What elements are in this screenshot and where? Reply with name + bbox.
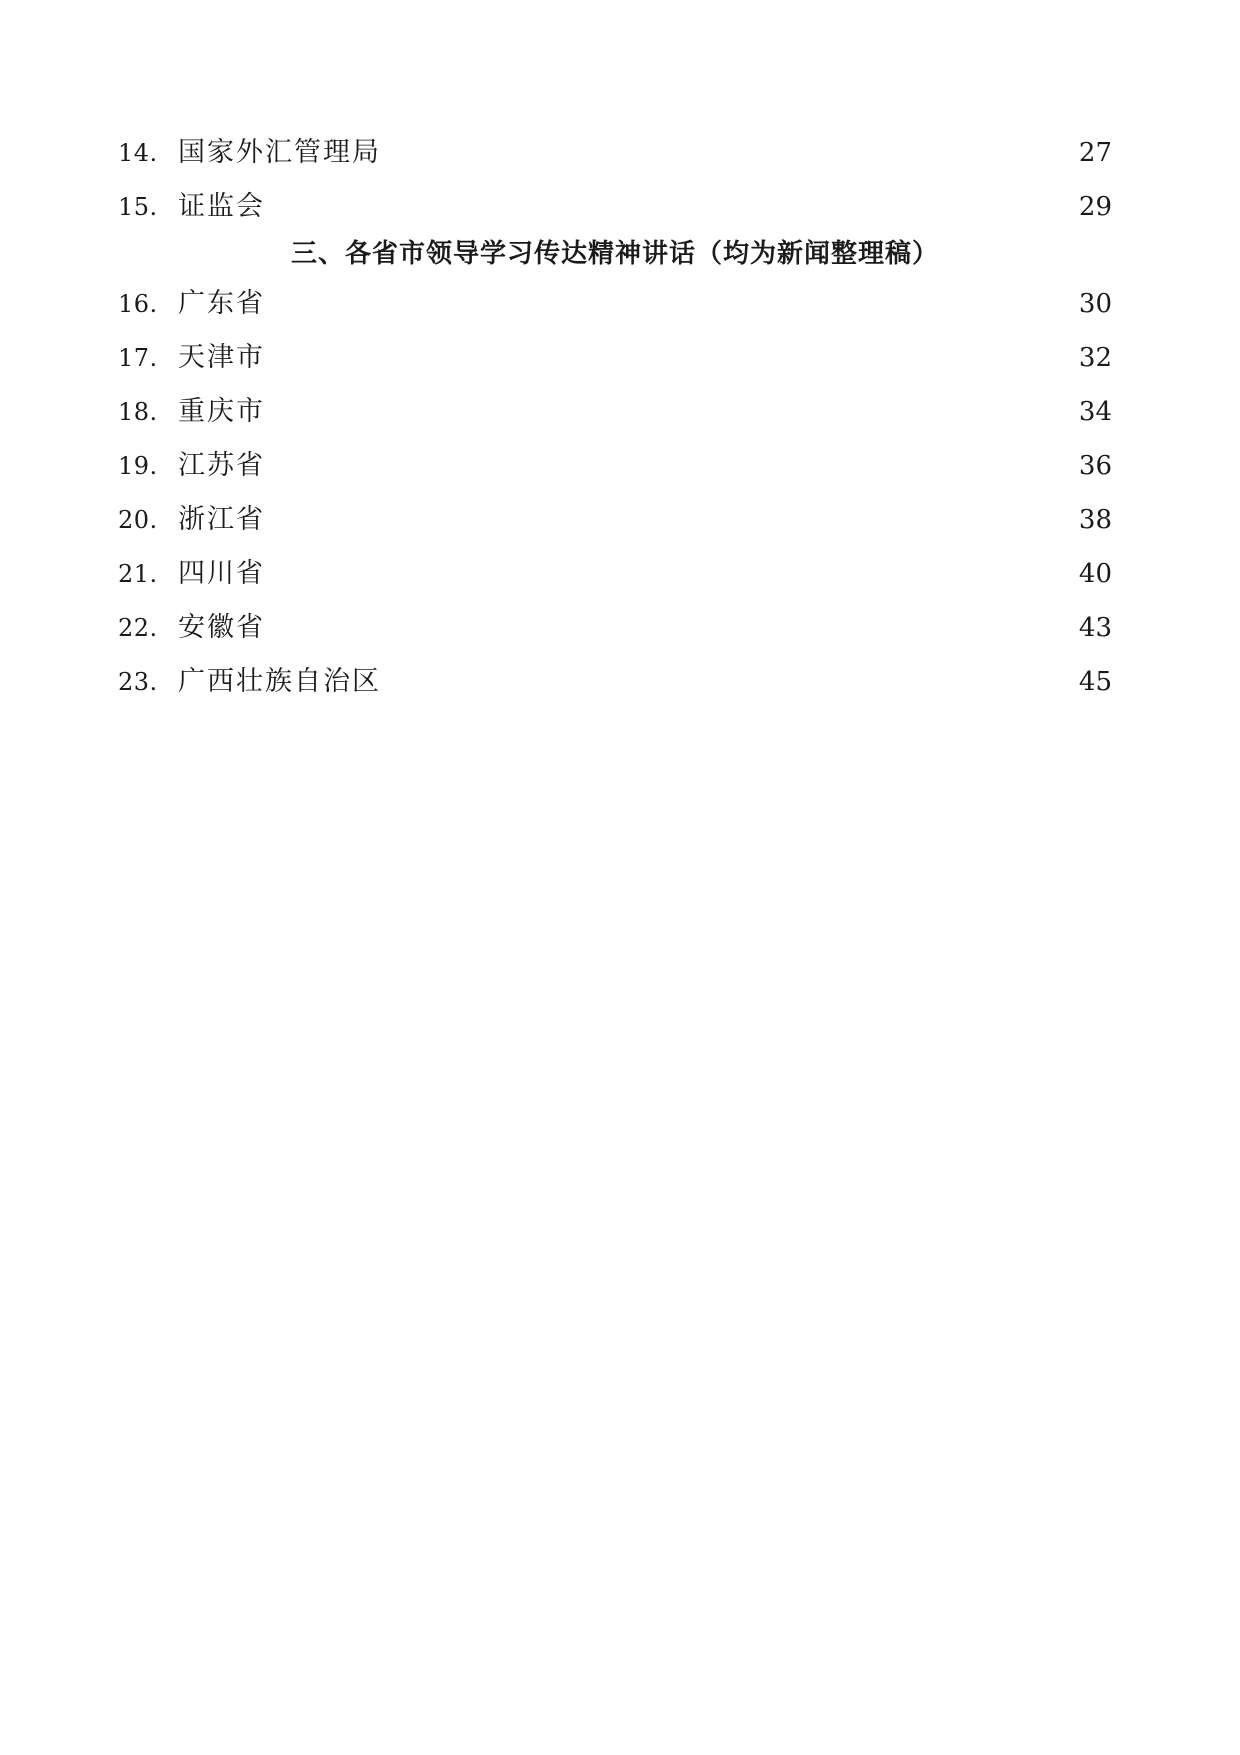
entry-page-number: 30 [1078,289,1112,319]
toc-entry[interactable] [118,187,1112,227]
toc-entry[interactable] [118,446,1112,486]
toc-entry[interactable] [118,392,1112,432]
entry-title: 重庆市 [178,396,265,427]
entry-number: 19. [118,452,158,480]
entry-title: 安徽省 [178,612,265,643]
section-heading: 三、各省市领导学习传达精神讲话（均为新闻整理稿） [290,239,939,269]
entry-title: 广西壮族自治区 [178,666,381,697]
entry-page-number: 27 [1078,138,1112,168]
entry-page-number: 43 [1078,613,1112,643]
entry-number: 17. [118,344,158,372]
entry-number: 22. [118,614,158,642]
entry-page-number: 45 [1078,667,1112,697]
toc-entry[interactable] [118,284,1112,324]
toc-entry[interactable] [118,500,1112,540]
entry-title: 国家外汇管理局 [178,137,381,168]
entry-title: 浙江省 [178,504,265,535]
toc-entry[interactable] [118,608,1112,648]
entry-number: 20. [118,506,158,534]
entry-page-number: 36 [1078,451,1112,481]
entry-page-number: 32 [1078,343,1112,373]
entry-page-number: 40 [1078,559,1112,589]
entry-number: 21. [118,560,158,588]
toc-entry[interactable] [118,133,1112,173]
entry-number: 14. [118,139,158,167]
entry-page-number: 38 [1078,505,1112,535]
entry-title: 四川省 [178,558,265,589]
toc-entry[interactable] [118,338,1112,378]
entry-number: 16. [118,290,158,318]
entry-number: 18. [118,398,158,426]
entry-number: 23. [118,668,158,696]
entry-title: 广东省 [178,288,265,319]
toc-entry[interactable] [118,662,1112,702]
toc-entry[interactable] [118,554,1112,594]
entry-page-number: 34 [1078,397,1112,427]
entry-title: 江苏省 [178,450,265,481]
entry-page-number: 29 [1078,192,1112,222]
entry-number: 15. [118,193,158,221]
entry-title: 证监会 [178,191,265,222]
entry-title: 天津市 [178,342,265,373]
